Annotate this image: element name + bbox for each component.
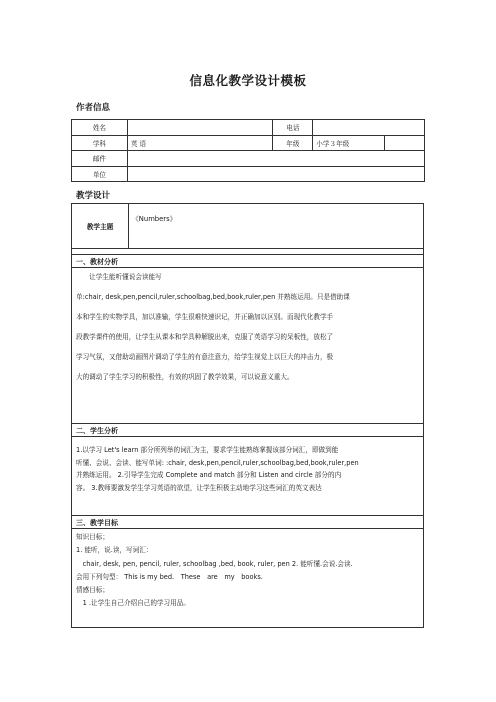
- page-title: 信息化教学设计模板: [189, 73, 307, 88]
- subject-label: 学科: [72, 135, 128, 151]
- text-line: 并熟练运用。 2.引导学生完成 Complete and match 部分和 Listen and circle 部分的内: [76, 471, 342, 479]
- section-header-objectives: 三、教学目标: [72, 515, 423, 529]
- topic-row: [72, 204, 423, 249]
- email-value: [127, 151, 424, 167]
- unit-label: 单位: [72, 166, 128, 182]
- text-line: 1 .让学生自己介绍自己的学习用品。: [76, 599, 190, 608]
- author-info-table: [71, 119, 425, 182]
- material-analysis-text: [76, 267, 419, 387]
- design-section-label: 教学设计: [76, 191, 111, 201]
- text-line: 大的调动了学生学习的积极性，有效的巩固了教学效果，可以说意义重大。: [76, 373, 294, 381]
- text-line: 会用下列句型： This is my bed. These are my books.: [76, 572, 263, 581]
- text-line: 听懂、会说、会读、能写单词: :chair, desk,pen,pencil,ruler,schoolbag,bed,book,ruler,pen: [76, 458, 359, 467]
- design-table: [71, 203, 424, 628]
- section-header-students: 二、学生分析: [72, 423, 423, 437]
- grade-label: 年级: [273, 135, 313, 151]
- author-section-label: 作者信息: [76, 103, 111, 113]
- table-row: [72, 166, 425, 182]
- text-line: 段教学课件的使用，让学生从课本和学具种解脱出来，克服了英语学习的呆板性，放松了: [76, 333, 334, 341]
- text-line: 本和学生的实物学具，加以准输，学生很难快速识记，并正确加以区别。而现代化教学手: [76, 313, 334, 321]
- phone-label: 电话: [273, 120, 313, 136]
- unit-value: [127, 166, 424, 182]
- name-value: [127, 120, 273, 136]
- text-line: 单:chair, desk,pen,pencil,ruler,schoolbag,bed,book,ruler,pen 并熟练运用。只是借助课: [76, 293, 350, 301]
- text-line: 知识目标；: [76, 533, 109, 541]
- text-line: 1. 能听，说.读，写词汇：: [76, 546, 153, 555]
- subject-value: 英 语: [127, 135, 273, 151]
- text-line: 让学生能听懂说会读能写: [76, 273, 162, 281]
- phone-value: [313, 120, 425, 136]
- name-label: 姓名: [72, 120, 128, 136]
- student-analysis-text: [76, 444, 419, 494]
- grade-extra: [385, 135, 425, 151]
- text-line: 1.以学习 Let's learn 部分所列举的词汇为主，要求学生能熟练掌握该部分词汇，即做到能: [76, 446, 339, 454]
- text-line: 学习气氛，又借助动画图片调动了学生的有意注意力，给学生视觉上以巨大的冲击力，极: [76, 353, 334, 361]
- text-line: 情感目标；: [76, 586, 109, 595]
- topic-label: 教学主题: [72, 204, 129, 248]
- table-row: [72, 135, 425, 151]
- topic-value: 《Numbers》: [132, 215, 177, 223]
- table-row: [72, 151, 425, 167]
- objectives-text: [76, 531, 419, 611]
- text-line: 容。 3.教师要激发学生学习英语的欲望，让学生积极主动地学习这些词汇的英文表达: [76, 483, 322, 492]
- table-row: [72, 120, 425, 136]
- grade-value: 小学３年级: [313, 135, 385, 151]
- email-label: 邮件: [72, 151, 128, 167]
- text-line: chair, desk, pen, pencil, ruler, schoolbag ,bed, book, ruler, pen 2. 能听懂.会说.会读.: [76, 559, 353, 568]
- section-header-material: 一、教材分析: [72, 254, 423, 268]
